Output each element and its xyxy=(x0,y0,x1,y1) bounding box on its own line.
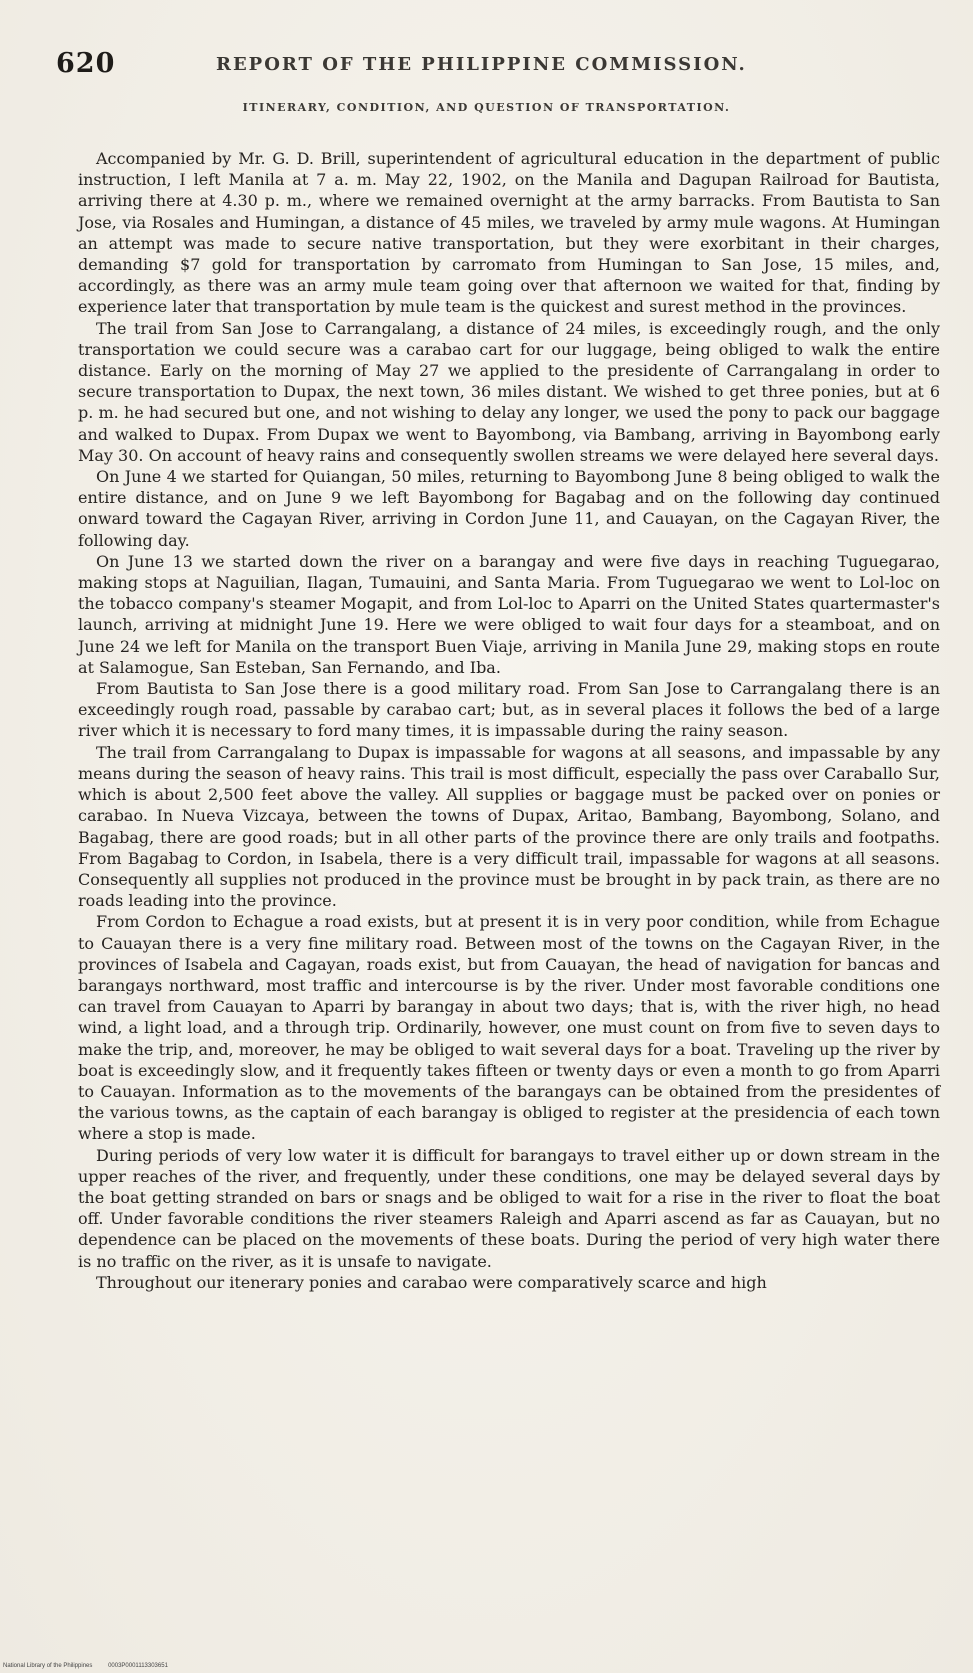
paragraph: On June 13 we started down the river on a barangay and were five days in reaching Tuguegarao, making stops at Naguilian, Ilagan, Tumauini, and Santa Maria. From Tuguegarao we went to Lol-loc on the tobacco company's steamer Mogapit, and from Lol-loc to Aparri on the United States quartermaster's launch, arriving at midnight June 19. Here we were obliged to wait four days for a steamboat, and on June 24 we left for Manila on the transport Buen Viaje, arriving in Manila June 29, making stops en route at Salamogue, San Esteban, San Fernando, and Iba. xyxy=(78,551,940,677)
paragraph: The trail from Carrangalang to Dupax is impassable for wagons at all seasons, and impassable by any means during the season of heavy rains. This trail is most difficult, especially the pass over Caraballo Sur, which is about 2,500 feet above the valley. All supplies or baggage must be packed over on ponies or carabao. In Nueva Vizcaya, between the towns of Dupax, Aritao, Bambang, Bayombong, Solano, and Bagabag, there are good roads; but in all other parts of the province there are only trails and footpaths. From Bagabag to Cordon, in Isabela, there is a very difficult trail, impassable for wagons at all seasons. Consequently all supplies not produced in the province must be brought in by pack train, as there are no roads leading into the province. xyxy=(78,742,940,911)
section-title: ITINERARY, CONDITION, AND QUESTION OF TRANSPORTATION. xyxy=(242,101,731,114)
page-header xyxy=(56,48,937,88)
paragraph: The trail from San Jose to Carrangalang, a distance of 24 miles, is exceedingly rough, and the only transportation we could secure was a carabao cart for our luggage, being obliged to walk the entire distance. Early on the morning of May 27 we applied to the presidente of Carrangalang in order to secure transportation to Dupax, the next town, 36 miles distant. We wished to get three ponies, but at 6 p. m. he had secured but one, and not wishing to delay any longer, we used the pony to pack our baggage and walked to Dupax. From Dupax we went to Bayombong, via Bambang, arriving in Bayombong early May 30. On account of heavy rains and consequently swollen streams we were delayed here several days. xyxy=(78,318,940,465)
paragraph: Accompanied by Mr. G. D. Brill, superintendent of agricultural education in the department of public instruction, I left Manila at 7 a. m. May 22, 1902, on the Manila and Dagupan Railroad for Bautista, arriving there at 4.30 p. m., where we remained overnight at the army barracks. From Bautista to San Jose, via Rosales and Humingan, a distance of 45 miles, we traveled by army mule wagons. At Humingan an attempt was made to secure native transportation, but they were exorbitant in their charges, demanding $7 gold for transportation by carromato from Humingan to San Jose, 15 miles, and, accordingly, as there was an army mule team going over that afternoon we waited for that, finding by experience later that transportation by mule team is the quickest and surest method in the provinces. xyxy=(78,149,940,317)
running-head: REPORT OF THE PHILIPPINE COMMISSION. xyxy=(216,54,747,75)
paragraph: During periods of very low water it is difficult for barangays to travel either up or down stream in the upper reaches of the river, and frequently, under these conditions, one may be delayed several days by the boat getting stranded on bars or snags and be obliged to wait for a rise in the river to float the boat off. Under favorable conditions the river steamers Raleigh and Aparri ascend as far as Cauayan, but no dependence can be placed on the movements of these boats. During the period of very high water there is no traffic on the river, as it is unsafe to navigate. xyxy=(78,1145,940,1271)
paragraph: From Cordon to Echague a road exists, but at present it is in very poor condition, while from Echague to Cauayan there is a very fine military road. Between most of the towns on the Cagayan River, in the provinces of Isabela and Cagayan, roads exist, but from Cauayan, the head of navigation for bancas and barangays northward, most traffic and intercourse is by the river. Under most favorable conditions one can travel from Cauayan to Aparri by barangay in about two days; that is, with the river high, no head wind, a light load, and a through trip. Ordinarily, however, one must count on from five to seven days to make the trip, and, moreover, he may be obliged to wait several days for a boat. Traveling up the river by boat is exceedingly slow, and it frequently takes fifteen or twenty days or even a month to go from Aparri to Cauayan. Information as to the movements of the barangays can be obtained from the presidentes of the various towns, as the captain of each barangay is obliged to register at the presidencia of each town where a stop is made. xyxy=(78,912,940,1144)
paragraph: On June 4 we started for Quiangan, 50 miles, returning to Bayombong June 8 being obliged to walk the entire distance, and on June 9 we left Bayombong for Bagabag and on the following day continued onward toward the Cagayan River, arriving in Cordon June 11, and Cauayan, on the Cagayan River, the following day. xyxy=(78,467,940,550)
paragraph: Throughout our itenerary ponies and carabao were comparatively scarce and high xyxy=(96,1272,767,1292)
body-text xyxy=(78,148,940,1293)
scan-identifier: 0003P0001113303651 xyxy=(108,1663,168,1669)
paragraph: From Bautista to San Jose there is a good military road. From San Jose to Carrangalang there is an exceedingly rough road, passable by carabao cart; but, as in several places it follows the bed of a large river which it is necessary to ford many times, it is impassable during the rainy season. xyxy=(78,679,940,741)
scan-footer xyxy=(3,1663,182,1669)
page-number: 620 xyxy=(56,48,116,79)
library-name: National Library of the Philippines xyxy=(3,1663,93,1669)
